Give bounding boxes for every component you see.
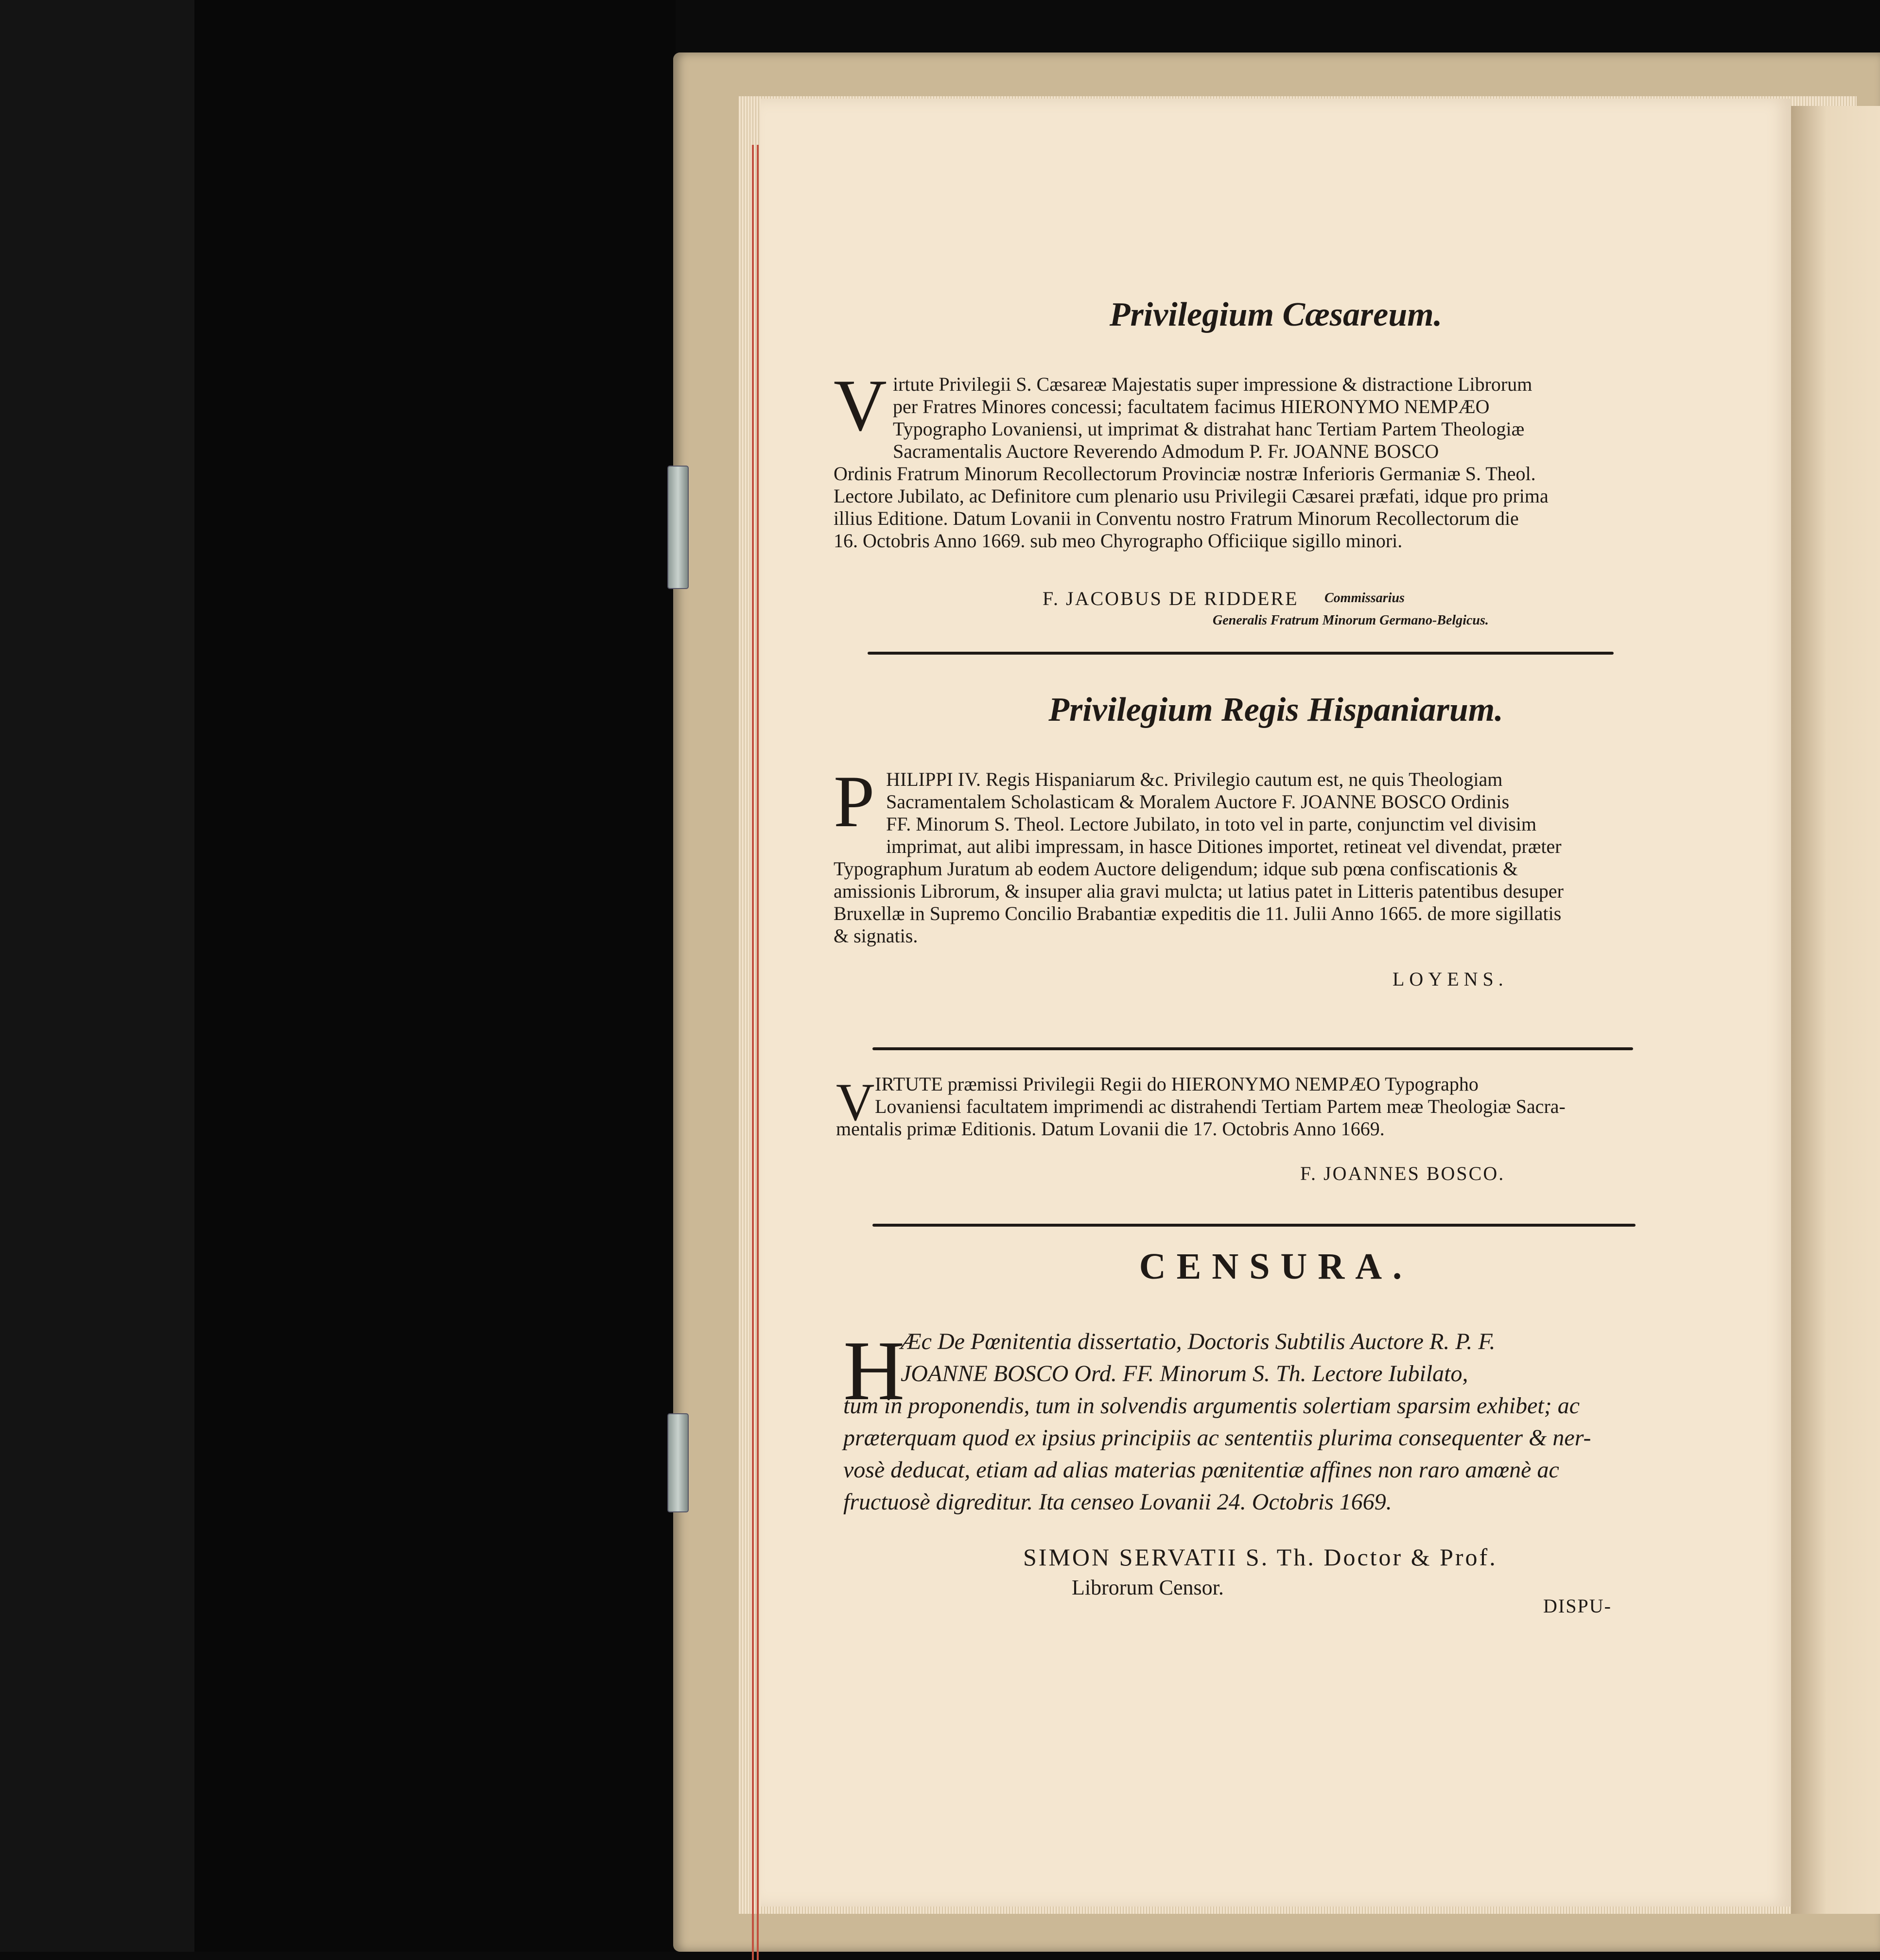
- section-title-privilegium-caesareum: Privilegium Cæsareum.: [1109, 296, 1443, 333]
- text-line: vosè deducat, etiam ad alias materias pœnitentiæ affines non raro amœnè ac: [843, 1457, 1559, 1483]
- signature: F. JOANNES BOSCO.: [1300, 1162, 1505, 1184]
- signature: LOYENS.: [1393, 968, 1508, 990]
- text-line: FF. Minorum S. Theol. Lectore Jubilato, in toto vel in parte, conjunctim vel divisim: [886, 813, 1537, 835]
- censura-paragraph: [843, 1323, 1645, 1518]
- clasp-bottom: [667, 1413, 689, 1512]
- book-page: [761, 99, 1791, 1907]
- text-line: Æc De Pœnitentia dissertatio, Doctoris Subtilis Auctore R. P. F.: [901, 1329, 1496, 1354]
- text-line: illius Editione. Datum Lovanii in Conventu nostro Fratrum Minorum Recollectorum die: [834, 507, 1519, 529]
- facing-page-edge: [1791, 106, 1880, 1914]
- text-line: mentalis primæ Editionis. Datum Lovanii die 17. Octobris Anno 1669.: [836, 1118, 1385, 1140]
- text-line: Lectore Jubilato, ac Definitore cum plenario usu Privilegii Cæsarei præfati, idque pro prima: [834, 485, 1549, 507]
- signature-subtitle: Generalis Fratrum Minorum Germano-Belgicus.: [1213, 613, 1489, 628]
- censor-signature: SIMON SERVATII S. Th. Doctor & Prof.: [1023, 1544, 1497, 1571]
- dropcap: H: [843, 1323, 905, 1418]
- red-margin-line: [752, 145, 754, 1960]
- text-line: Typographum Juratum ab eodem Auctore deligendum; idque sub pœna confiscationis &: [834, 858, 1518, 880]
- red-margin-line: [757, 145, 759, 1960]
- censor-role: Librorum Censor.: [1072, 1576, 1224, 1599]
- text-line: & signatis.: [834, 925, 918, 947]
- signature-role: Commissarius: [1324, 590, 1405, 606]
- text-line: Bruxellæ in Supremo Concilio Brabantiæ expeditis die 11. Julii Anno 1665. de more sigillatis: [834, 902, 1562, 924]
- text-line: Sacramentalis Auctore Reverendo Admodum P. Fr. JOANNE BOSCO: [893, 440, 1439, 462]
- text-line: Ordinis Fratrum Minorum Recollectorum Provinciæ nostræ Inferioris Germaniæ S. Theol.: [834, 463, 1536, 485]
- dropcap: V: [836, 1073, 875, 1132]
- text-line: imprimat, aut alibi impressam, in hasce Ditiones importet, retineat vel divendat, præter: [886, 835, 1562, 857]
- privilege-paragraph: [834, 373, 1640, 552]
- page-content: [761, 99, 1791, 1907]
- section-title-privilegium-regis: Privilegium Regis Hispaniarum.: [1048, 691, 1503, 728]
- text-line: Typographo Lovaniensi, ut imprimat & distrahat hanc Tertiam Partem Theologiæ: [893, 418, 1525, 440]
- text-line: amissionis Librorum, & insuper alia gravi mulcta; ut latius patet in Litteris patentibus desuper: [834, 880, 1564, 902]
- text-line: præterquam quod ex ipsius principiis ac sententiis plurima consequenter & ner-: [843, 1425, 1591, 1451]
- catchword: DISPU-: [1543, 1595, 1612, 1617]
- text-line: HILIPPI IV. Regis Hispaniarum &c. Privilegio cautum est, ne quis Theologiam: [886, 768, 1503, 790]
- text-line: irtute Privilegii S. Cæsareæ Majestatis super impressione & distractione Librorum: [893, 373, 1532, 395]
- text-line: 16. Octobris Anno 1669. sub meo Chyrographo Officiique sigillo minori.: [834, 530, 1403, 552]
- text-line: Lovaniensi facultatem imprimendi ac distrahendi Tertiam Partem meæ Theologiæ Sacra-: [875, 1095, 1566, 1117]
- text-line: Sacramentalem Scholasticam & Moralem Auctore F. JOANNE BOSCO Ordinis: [886, 791, 1510, 813]
- book: [673, 52, 1880, 1952]
- dropcap: V: [834, 364, 887, 446]
- text-line: fructuosè digreditur. Ita censeo Lovanii 24. Octobris 1669.: [843, 1489, 1392, 1515]
- clasp-top: [667, 466, 689, 589]
- censura-title: CENSURA.: [1139, 1246, 1413, 1287]
- text-line: tum in proponendis, tum in solvendis argumentis solertiam sparsim exhibet; ac: [843, 1393, 1580, 1419]
- background-shadow: [194, 0, 676, 1952]
- privilege-paragraph: [834, 768, 1640, 947]
- text-line: IRTUTE præmissi Privilegii Regii do HIERONYMO NEMPÆO Typographo: [875, 1073, 1479, 1095]
- horizontal-rule: [872, 1047, 1633, 1050]
- text-line: JOANNE BOSCO Ord. FF. Minorum S. Th. Lectore Iubilato,: [901, 1361, 1468, 1387]
- privilege-paragraph: [836, 1073, 1643, 1140]
- background-left: [0, 0, 194, 1952]
- signature: F. JACOBUS DE RIDDERE: [1043, 588, 1299, 609]
- horizontal-rule: [868, 652, 1614, 655]
- text-line: per Fratres Minores concessi; facultatem facimus HIERONYMO NEMPÆO: [893, 396, 1490, 417]
- horizontal-rule: [872, 1224, 1636, 1227]
- dropcap: P: [834, 761, 875, 842]
